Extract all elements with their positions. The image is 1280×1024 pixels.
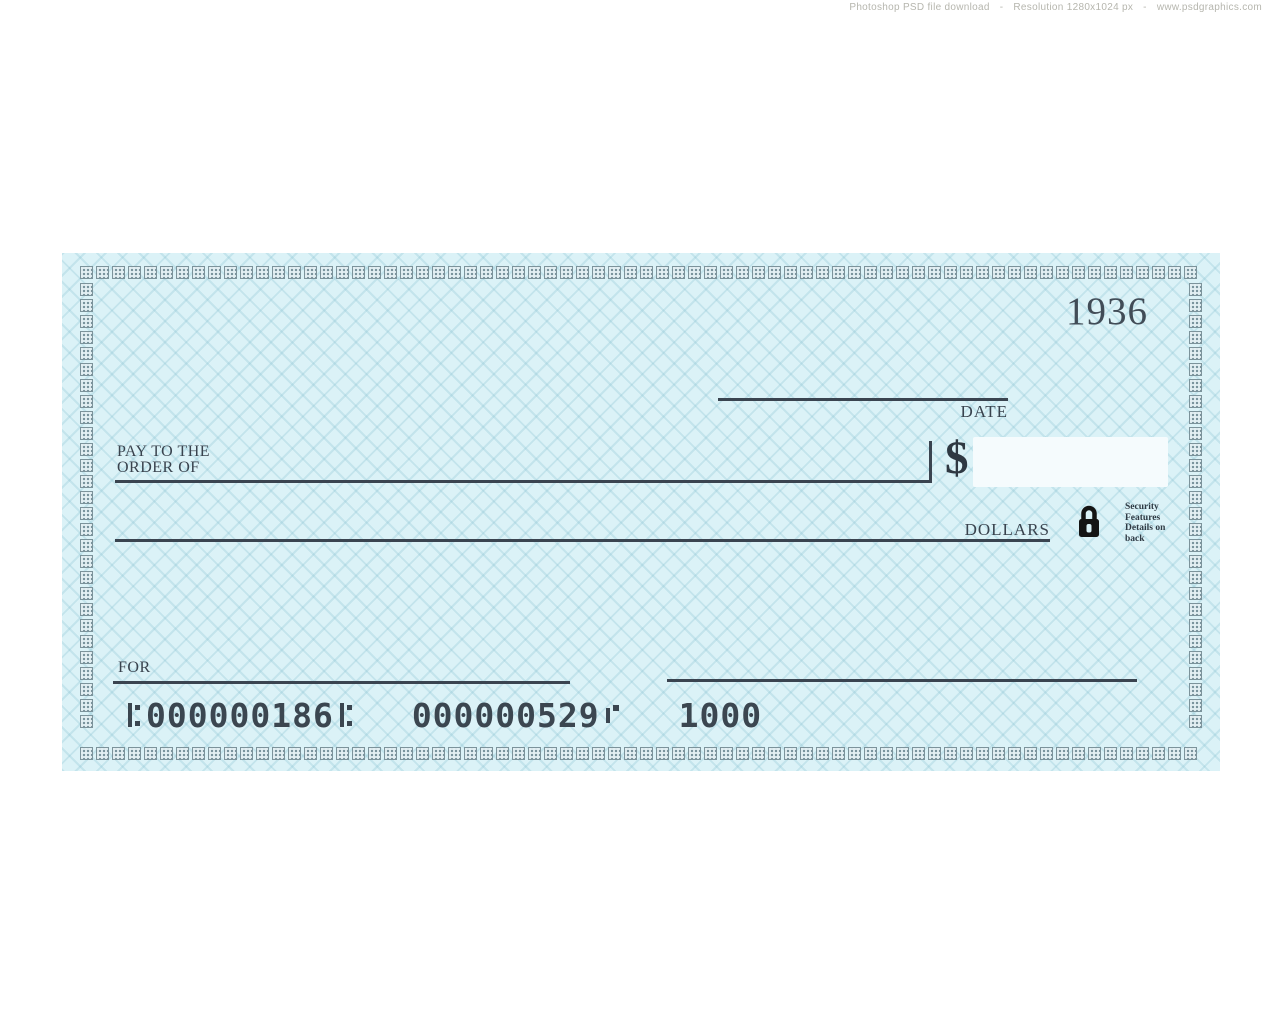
border-tile xyxy=(1008,266,1021,279)
border-tile xyxy=(816,266,829,279)
credit-part-2: Resolution 1280x1024 px xyxy=(1013,2,1134,13)
border-tile xyxy=(720,747,733,760)
border-tile xyxy=(1189,427,1202,440)
border-tile xyxy=(1104,266,1117,279)
border-tile xyxy=(80,379,93,392)
border-tile xyxy=(80,347,93,360)
border-tile xyxy=(80,539,93,552)
border-tile xyxy=(272,747,285,760)
border-tile xyxy=(1168,747,1181,760)
border-tile xyxy=(528,747,541,760)
border-tile xyxy=(432,747,445,760)
border-tile xyxy=(80,699,93,712)
border-tile xyxy=(1189,523,1202,536)
border-tile xyxy=(1120,747,1133,760)
border-tile xyxy=(176,747,189,760)
border-tile xyxy=(304,747,317,760)
border-tile xyxy=(1189,571,1202,584)
border-tile xyxy=(1189,395,1202,408)
border-tile xyxy=(944,747,957,760)
credit-separator: - xyxy=(999,2,1004,13)
border-tile xyxy=(336,747,349,760)
border-tile xyxy=(1189,651,1202,664)
border-tile xyxy=(80,475,93,488)
border-tile xyxy=(832,747,845,760)
border-tile xyxy=(1152,747,1165,760)
border-tile xyxy=(416,266,429,279)
border-tile xyxy=(352,266,365,279)
border-tile xyxy=(112,266,125,279)
micr-transit-symbol xyxy=(128,703,140,727)
border-tile xyxy=(80,331,93,344)
border-tile xyxy=(624,266,637,279)
border-tile xyxy=(80,747,93,760)
border-tile xyxy=(880,266,893,279)
lock-icon xyxy=(1075,503,1103,541)
border-tile xyxy=(80,427,93,440)
border-tile xyxy=(288,266,301,279)
border-tile xyxy=(944,266,957,279)
border-tile xyxy=(864,747,877,760)
border-tile xyxy=(208,266,221,279)
pay-to-label-line2: ORDER OF xyxy=(117,459,200,476)
border-tile xyxy=(368,747,381,760)
border-tile xyxy=(912,747,925,760)
micr-routing-number: 000000186 xyxy=(146,695,334,735)
border-tile xyxy=(1189,603,1202,616)
border-tile xyxy=(1189,491,1202,504)
border-tile xyxy=(1189,539,1202,552)
border-tile xyxy=(976,747,989,760)
border-tile xyxy=(80,683,93,696)
border-tile xyxy=(368,266,381,279)
border-tile xyxy=(672,266,685,279)
border-tile xyxy=(144,747,157,760)
border-tile xyxy=(720,266,733,279)
border-tile xyxy=(992,747,1005,760)
border-tile xyxy=(1189,619,1202,632)
signature-field-line[interactable] xyxy=(667,679,1137,682)
border-tile xyxy=(80,651,93,664)
border-tile xyxy=(160,266,173,279)
border-tile xyxy=(464,266,477,279)
border-tile xyxy=(784,747,797,760)
border-tile xyxy=(832,266,845,279)
border-tile xyxy=(80,283,93,296)
border-tile xyxy=(80,443,93,456)
border-tile xyxy=(1189,699,1202,712)
border-left xyxy=(80,283,93,743)
border-tile xyxy=(704,266,717,279)
border-tile xyxy=(336,266,349,279)
border-tile xyxy=(1088,266,1101,279)
border-tile xyxy=(1072,747,1085,760)
border-tile xyxy=(496,747,509,760)
border-tile xyxy=(1189,283,1202,296)
border-tile xyxy=(1189,411,1202,424)
border-tile xyxy=(1120,266,1133,279)
border-tile xyxy=(400,747,413,760)
border-tile xyxy=(256,266,269,279)
border-tile xyxy=(1189,315,1202,328)
border-tile xyxy=(80,315,93,328)
border-tile xyxy=(848,747,861,760)
border-tile xyxy=(768,747,781,760)
border-tile xyxy=(1189,299,1202,312)
border-tile xyxy=(1024,747,1037,760)
border-tile xyxy=(1168,266,1181,279)
border-tile xyxy=(864,266,877,279)
security-notice-line1: Security xyxy=(1125,502,1159,512)
border-tile xyxy=(128,747,141,760)
border-tile xyxy=(1056,266,1069,279)
border-tile xyxy=(432,266,445,279)
security-notice xyxy=(1125,502,1165,544)
border-tile xyxy=(1008,747,1021,760)
border-right xyxy=(1189,283,1202,743)
border-tile xyxy=(1040,266,1053,279)
border-tile xyxy=(576,266,589,279)
border-tile xyxy=(96,266,109,279)
border-tile xyxy=(208,747,221,760)
pay-to-label-line1: PAY TO THE xyxy=(117,443,211,460)
border-tile xyxy=(640,747,653,760)
border-tile xyxy=(192,266,205,279)
border-tile xyxy=(80,491,93,504)
border-tile xyxy=(144,266,157,279)
pay-to-label xyxy=(117,444,210,476)
border-tile xyxy=(544,266,557,279)
border-tile xyxy=(1184,747,1197,760)
border-tile xyxy=(1189,683,1202,696)
border-tile xyxy=(768,266,781,279)
border-tile xyxy=(496,266,509,279)
border-tile xyxy=(560,747,573,760)
border-tile xyxy=(160,747,173,760)
payee-field-line[interactable] xyxy=(115,480,931,483)
border-tile xyxy=(320,266,333,279)
border-tile xyxy=(512,747,525,760)
border-tile xyxy=(784,266,797,279)
micr-transit-symbol xyxy=(340,703,352,727)
border-tile xyxy=(416,747,429,760)
border-tile xyxy=(96,747,109,760)
micr-line xyxy=(128,695,763,735)
border-tile xyxy=(1189,475,1202,488)
border-tile xyxy=(528,266,541,279)
border-tile xyxy=(1189,715,1202,728)
blank-check xyxy=(62,253,1220,771)
payee-line-end-tick xyxy=(929,441,932,483)
border-tile xyxy=(880,747,893,760)
credit-part-1: Photoshop PSD file download xyxy=(849,2,990,13)
border-tile xyxy=(1189,443,1202,456)
border-tile xyxy=(80,299,93,312)
micr-on-us-symbol xyxy=(606,703,619,727)
border-tile xyxy=(1189,555,1202,568)
date-label: DATE xyxy=(960,402,1008,421)
border-tile xyxy=(1189,331,1202,344)
border-tile xyxy=(448,747,461,760)
border-tile xyxy=(304,266,317,279)
border-tile xyxy=(608,266,621,279)
border-tile xyxy=(1189,379,1202,392)
border-tile xyxy=(80,555,93,568)
memo-field-line[interactable] xyxy=(113,681,570,684)
border-tile xyxy=(928,747,941,760)
border-tile xyxy=(736,266,749,279)
border-tile xyxy=(1040,747,1053,760)
border-tile xyxy=(1184,266,1197,279)
border-tile xyxy=(1072,266,1085,279)
border-tile xyxy=(912,266,925,279)
border-tile xyxy=(640,266,653,279)
border-tile xyxy=(928,266,941,279)
border-tile xyxy=(688,266,701,279)
border-tile xyxy=(240,266,253,279)
border-tile xyxy=(896,747,909,760)
border-tile xyxy=(1152,266,1165,279)
memo-label: FOR xyxy=(118,659,151,676)
border-tile xyxy=(80,266,93,279)
border-tile xyxy=(976,266,989,279)
border-tile xyxy=(848,266,861,279)
border-tile xyxy=(1136,747,1149,760)
border-tile xyxy=(512,266,525,279)
border-tile xyxy=(1056,747,1069,760)
border-tile xyxy=(1024,266,1037,279)
border-tile xyxy=(656,266,669,279)
border-tile xyxy=(960,747,973,760)
border-tile xyxy=(80,619,93,632)
border-tile xyxy=(80,523,93,536)
border-tile xyxy=(288,747,301,760)
border-tile xyxy=(80,459,93,472)
border-tile xyxy=(384,266,397,279)
micr-check-number-group xyxy=(679,696,762,735)
micr-check-number: 1000 xyxy=(678,695,763,735)
border-tile xyxy=(544,747,557,760)
border-tile xyxy=(736,747,749,760)
border-tile xyxy=(1189,507,1202,520)
border-tile xyxy=(80,603,93,616)
border-tile xyxy=(800,747,813,760)
dollar-sign: $ xyxy=(945,432,969,484)
check-number: 1936 xyxy=(1066,290,1148,333)
border-tile xyxy=(608,747,621,760)
border-tile xyxy=(240,747,253,760)
border-tile xyxy=(80,411,93,424)
border-bottom xyxy=(80,747,1202,760)
border-tile xyxy=(352,747,365,760)
border-tile xyxy=(704,747,717,760)
border-tile xyxy=(80,635,93,648)
border-tile xyxy=(112,747,125,760)
border-tile xyxy=(80,587,93,600)
border-tile xyxy=(1104,747,1117,760)
border-tile xyxy=(256,747,269,760)
border-tile xyxy=(80,507,93,520)
border-tile xyxy=(672,747,685,760)
border-tile xyxy=(320,747,333,760)
border-tile xyxy=(224,266,237,279)
date-field-line[interactable] xyxy=(718,398,1008,401)
security-notice-line3: Details on xyxy=(1125,523,1166,533)
micr-account-number: 000000529 xyxy=(411,695,600,735)
border-tile xyxy=(80,571,93,584)
border-tile xyxy=(224,747,237,760)
border-tile xyxy=(960,266,973,279)
dollars-label: DOLLARS xyxy=(964,520,1050,539)
border-top xyxy=(80,266,1202,279)
page-credit xyxy=(849,2,1262,13)
border-tile xyxy=(272,266,285,279)
border-tile xyxy=(1189,363,1202,376)
border-tile xyxy=(80,667,93,680)
credit-link[interactable]: www.psdgraphics.com xyxy=(1156,2,1262,13)
border-tile xyxy=(1189,667,1202,680)
border-tile xyxy=(1189,587,1202,600)
border-tile xyxy=(896,266,909,279)
border-tile xyxy=(576,747,589,760)
micr-account-group xyxy=(412,696,619,735)
credit-separator: - xyxy=(1143,2,1147,13)
border-tile xyxy=(400,266,413,279)
border-tile xyxy=(384,747,397,760)
border-tile xyxy=(592,747,605,760)
security-notice-line4: back xyxy=(1125,533,1145,544)
border-tile xyxy=(624,747,637,760)
border-tile xyxy=(80,715,93,728)
micr-routing-group xyxy=(128,696,352,735)
border-tile xyxy=(560,266,573,279)
border-tile xyxy=(752,747,765,760)
border-tile xyxy=(656,747,669,760)
amount-input-box[interactable] xyxy=(973,437,1168,487)
border-tile xyxy=(1088,747,1101,760)
border-tile xyxy=(192,747,205,760)
border-tile xyxy=(480,747,493,760)
border-tile xyxy=(688,747,701,760)
border-tile xyxy=(176,266,189,279)
border-tile xyxy=(992,266,1005,279)
border-tile xyxy=(1189,347,1202,360)
border-tile xyxy=(1136,266,1149,279)
border-tile xyxy=(480,266,493,279)
border-tile xyxy=(816,747,829,760)
border-tile xyxy=(1189,635,1202,648)
security-notice-line2: Features xyxy=(1125,512,1161,523)
border-tile xyxy=(80,363,93,376)
border-tile xyxy=(752,266,765,279)
border-tile xyxy=(1189,459,1202,472)
border-tile xyxy=(592,266,605,279)
border-tile xyxy=(800,266,813,279)
border-tile xyxy=(80,395,93,408)
border-tile xyxy=(464,747,477,760)
border-tile xyxy=(448,266,461,279)
border-tile xyxy=(128,266,141,279)
